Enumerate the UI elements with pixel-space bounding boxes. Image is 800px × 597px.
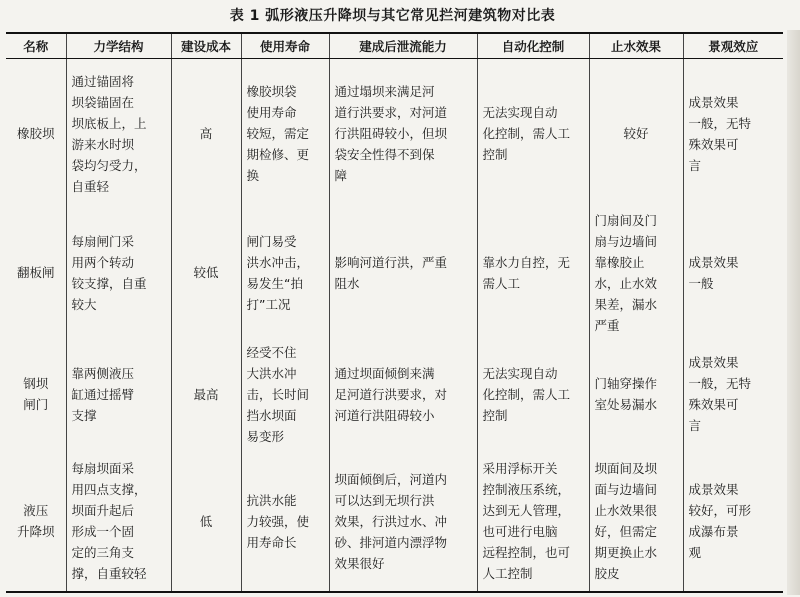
header-name: 名称 [6,33,66,59]
cell-life: 橡胶坝袋 使用寿命 较短，需定 期检修、更 换 [241,59,329,209]
cell-discharge: 通过塌坝来满足河 道行洪要求，对河道 行洪阻碍较小，但坝 袋安全性得不到保 障 [329,59,477,209]
table-title: 表 1 弧形液压升降坝与其它常见拦河建筑物对比表 [229,8,556,24]
cell-cost: 较低 [171,209,241,337]
cell-sealing: 门扇间及门 扇与边墙间 靠橡胶止 水，止水效 果差，漏水 严重 [589,209,683,337]
cell-discharge: 坝面倾倒后，河道内 可以达到无坝行洪 效果，行洪过水、冲 砂、排河道内漂浮物 效果很好 [329,452,477,592]
cell-discharge: 影响河道行洪，严重 阻水 [329,209,477,337]
cell-landscape: 成景效果 一般，无特 殊效果可 言 [683,337,783,452]
cell-automation: 采用浮标开关 控制液压系统， 达到无人管理， 也可进行电脑 远程控制，也可 人工控制 [477,452,589,592]
cell-landscape: 成景效果 一般，无特 殊效果可 言 [683,59,783,209]
cell-name: 钢坝 闸门 [23,376,49,412]
header-life: 使用寿命 [241,33,329,59]
cell-life: 经受不住 大洪水冲 击，长时间 挡水坝面 易变形 [241,337,329,452]
table-header-row [6,33,783,59]
cell-structure: 通过锚固将 坝袋锚固在 坝底板上，上 游来水时坝 袋均匀受力， 自重轻 [66,59,171,209]
cell-cost: 最高 [171,337,241,452]
table-row [6,59,783,209]
cell-cost: 高 [171,59,241,209]
cell-landscape: 成景效果 一般 [683,209,783,337]
cell-structure: 每扇坝面采 用四点支撑， 坝面升起后 形成一个固 定的三角支 撑，自重较轻 [66,452,171,592]
header-discharge: 建成后泄流能力 [329,33,477,59]
cell-structure: 靠两侧液压 缸通过摇臂 支撑 [66,337,171,452]
header-cost: 建设成本 [171,33,241,59]
cell-automation: 无法实现自动 化控制，需人工 控制 [477,59,589,209]
cell-discharge: 通过坝面倾倒来满 足河道行洪要求，对 河道行洪阻碍较小 [329,337,477,452]
cell-life: 抗洪水能 力较强，使 用寿命长 [241,452,329,592]
cell-name: 翻板闸 [16,265,55,280]
cell-sealing: 较好 [589,59,683,209]
cell-name: 液压 升降坝 [16,503,55,539]
page-edge-shadow [787,30,800,595]
comparison-table [6,32,783,593]
cell-sealing: 坝面间及坝 面与边墙间 止水效果很 好，但需定 期更换止水 胶皮 [589,452,683,592]
header-structure: 力学结构 [66,33,171,59]
cell-automation: 无法实现自动 化控制，需人工 控制 [477,337,589,452]
cell-life: 闸门易受 洪水冲击， 易发生“拍 打”工况 [241,209,329,337]
cell-landscape: 成景效果 较好，可形 成瀑布景 观 [683,452,783,592]
header-automation: 自动化控制 [477,33,589,59]
cell-structure: 每扇闸门采 用两个转动 铰支撑，自重 较大 [66,209,171,337]
cell-sealing: 门轴穿操作 室处易漏水 [589,337,683,452]
header-sealing: 止水效果 [589,33,683,59]
cell-automation: 靠水力自控，无 需人工 [477,209,589,337]
cell-name: 橡胶坝 [16,126,55,142]
table-row [6,209,783,337]
cell-cost: 低 [171,452,241,592]
table-row [6,452,783,592]
table-row [6,337,783,452]
header-landscape: 景观效应 [683,33,783,59]
